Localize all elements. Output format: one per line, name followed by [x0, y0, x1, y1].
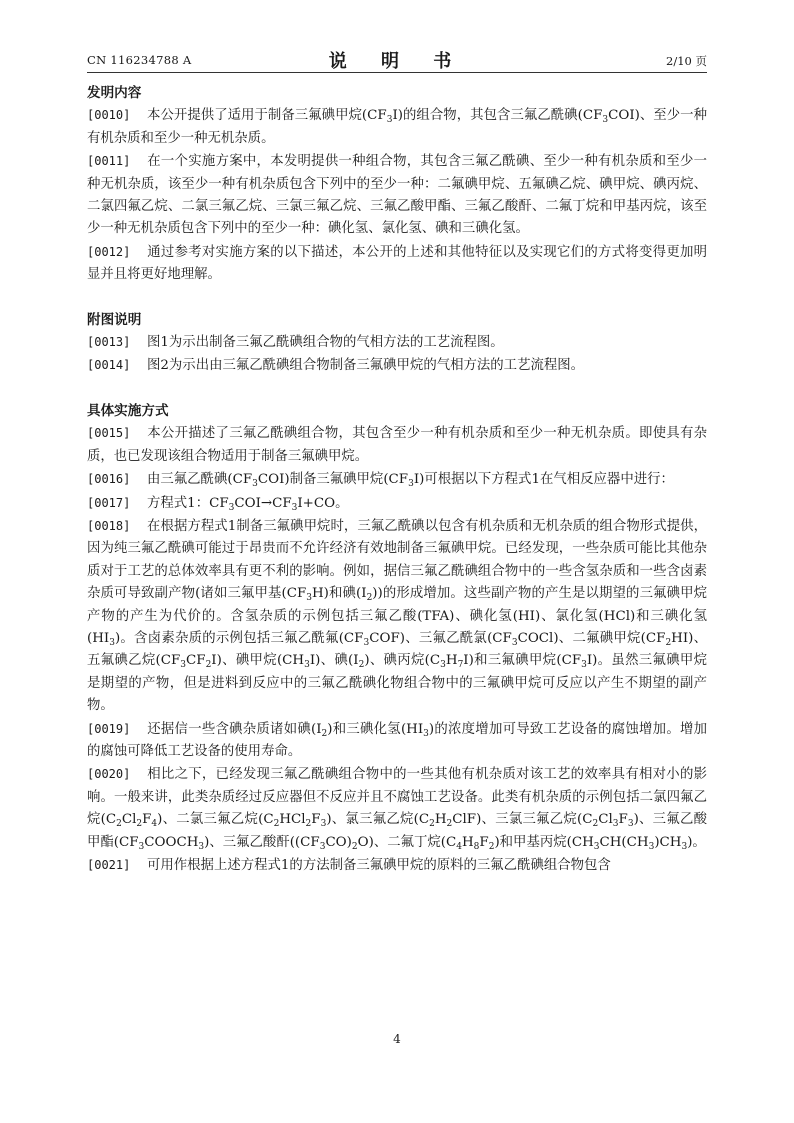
paragraph-number: [0012]: [87, 244, 131, 259]
paragraph-number: [0013]: [87, 335, 131, 350]
paragraph-number: [0016]: [87, 472, 131, 487]
paragraph-0018: [0018] 在根据方程式1制备三氟碘甲烷时，三氟乙酰碘以包含有机杂质和无机杂质的组合物形式提供，因为纯三氟乙酰碘可能过于昂贵而不允许经济有效地制备三氟碘甲烷。已经发现，一些杂质可能比其他杂质对于工艺的总体效率具有更不利的影响。例如，据信三氟乙酰碘组合物中的一些含氢杂质和一些含卤素杂质可导致副产物(诸如三氟甲基$(CF_3H)$和碘$(I_2)$)的形成增加。这些副产物的产生是以期望的三氟碘甲烷产物的产生为代价的。含氢杂质的示例包括三氟乙酸(TFA)、碘化氢(HI)、氯化氢(HCl)和三碘化氢$(HI_3)$。含卤素杂质的示例包括三氟乙酰氟$(CF_3COF)$、三氟乙酰氯$(CF_3COCl)$、二氟碘甲烷$(CF_2HI)$、五氟碘乙烷$(CF_3CF_2I)$、碘甲烷$(CH_3I)$、碘$(I_2)$、碘丙烷$(C_3H_7I)$和三氟碘甲烷$(CF_3I)$。虽然三氟碘甲烷是期望的产物，但是进料到反应中的三氟乙酰碘化物组合物中的三氟碘甲烷可反应以产生不期望的副产物。: [87, 515, 707, 718]
paragraph-number: [0021]: [87, 858, 131, 872]
paragraph-number: [0017]: [87, 495, 131, 510]
section-heading: 发明内容: [87, 85, 142, 101]
paragraph-0012: [0012] 通过参考对实施方案的以下描述，本公开的上述和其他特征以及实现它们的方式将变得更加明显并且将更好地理解。: [87, 241, 707, 287]
paragraph-0015: [0015] 本公开描述了三氟乙酰碘组合物，其包含至少一种有机杂质和至少一种无机杂质。即使具有杂质，也已发现该组合物适用于制备三氟碘甲烷。: [87, 422, 707, 468]
paragraph-0010: [0010] 本公开提供了适用于制备三氟碘甲烷$(CF_3I)$的组合物，其包含三氟乙酰碘$(CF_3COI)$、至少一种有机杂质和至少一种无机杂质。: [87, 104, 707, 150]
page-number: 4: [393, 1032, 401, 1046]
paragraph-0014: [0014] 图2为示出由三氟乙酰碘组合物制备三氟碘甲烷的气相方法的工艺流程图。: [87, 354, 707, 377]
paragraph-number: [0020]: [87, 767, 131, 782]
paragraph-number: [0010]: [87, 108, 131, 123]
paragraph-0019: [0019] 还据信一些含碘杂质诸如碘$(I_2)$和三碘化氢$(HI_3)$的浓度增加可导致工艺设备的腐蚀增加。增加的腐蚀可降低工艺设备的使用寿命。: [87, 718, 707, 764]
header-divider: [87, 72, 707, 73]
paragraph-0021: [0021] 可用作根据上述方程式1的方法制备三氟碘甲烷的原料的三氟乙酰碘组合物包含: [87, 854, 707, 877]
paragraph-0017: [0017] 方程式1：$CF_3COI\to CF_3I+CO$。: [87, 492, 707, 515]
section-heading: 附图说明: [87, 311, 142, 328]
document-body: [87, 82, 707, 877]
section-heading: 具体实施方式: [87, 402, 169, 419]
paragraph-number: [0019]: [87, 721, 131, 736]
paragraph-0020: [0020] 相比之下，已经发现三氟乙酰碘组合物中的一些其他有机杂质对该工艺的效率具有相对小的影响。一般来讲，此类杂质经过反应器但不反应并且不腐蚀工艺设备。此类有机杂质的示例包括二氯四氟乙烷$(C_2Cl_2F_4)$、二氯三氟乙烷$(C_2HCl_2F_3)$、氯三氟乙烷$(C_2H_2ClF)$、三氯三氟乙烷$(C_2Cl_3F_3)$、三氟乙酸甲酯$(CF_3COOCH_3)$、三氟乙酸酐$((CF_3CO)_2O)$、二氟丁烷$(C_4H_8F_2)$和甲基丙烷$(CH_3CH(CH_3)CH_3)$。: [87, 763, 707, 854]
paragraph-number: [0018]: [87, 518, 131, 533]
paragraph-0016: [0016] 由三氟乙酰碘$(CF_3COI)$制备三氟碘甲烷$(CF_3I)$可根据以下方程式1在气相反应器中进行：: [87, 468, 707, 491]
page-count: 2/10 页: [666, 54, 707, 68]
paragraph-0013: [0013] 图1为示出制备三氟乙酰碘组合物的气相方法的工艺流程图。: [87, 331, 707, 354]
patent-number: CN 116234788 A: [87, 53, 192, 67]
paragraph-number: [0011]: [87, 154, 131, 169]
page-header: [87, 47, 707, 71]
paragraph-number: [0014]: [87, 358, 131, 373]
document-title: 说 明 书: [328, 51, 466, 72]
paragraph-number: [0015]: [87, 426, 131, 441]
paragraph-0011: [0011] 在一个实施方案中，本发明提供一种组合物，其包含三氟乙酰碘、至少一种有机杂质和至少一种无机杂质，该至少一种有机杂质包含下列中的至少一种：二氟碘甲烷、五氟碘乙烷、碘甲烷、碘丙烷、二氯四氟乙烷、二氯三氟乙烷、三氯三氟乙烷、三氟乙酸甲酯、三氟乙酸酐、二氟丁烷和甲基丙烷，该至少一种无机杂质包含下列中的至少一种：碘化氢、氯化氢、碘和三碘化氢。: [87, 150, 707, 241]
